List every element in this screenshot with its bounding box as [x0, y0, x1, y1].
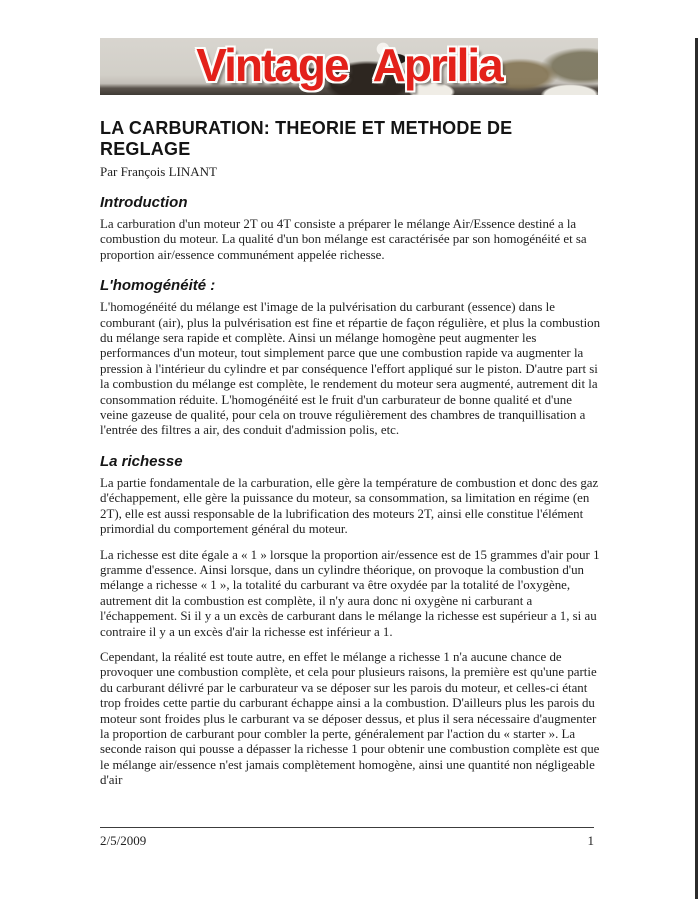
byline: Par François LINANT — [100, 164, 217, 179]
document-title-line1: LA CARBURATION: THEORIE ET METHODE DE — [100, 118, 513, 138]
paragraph-richesse-1: La partie fondamentale de la carburation, elle gère la température de combustion et donc des gaz d'échappement, elle gère la puissance du moteur, sa consommation, sa limitation en régime (en 2T), elle est aussi responsable de la lubrification des moteurs 2T, ainsi elle constitue l'élément primordial du comportement général du moteur. — [100, 475, 599, 537]
section-heading-richesse: La richesse — [100, 452, 183, 470]
footer-date: 2/5/2009 — [100, 832, 147, 848]
document-title-line2: REGLAGE — [100, 139, 191, 159]
document-title — [100, 118, 605, 160]
document-page — [0, 38, 700, 849]
page-right-edge-line — [695, 38, 698, 899]
paragraph-introduction: La carburation d'un moteur 2T ou 4T consiste a préparer le mélange Air/Essence destiné a la combustion du moteur. La qualité d'un bon mélange est caractérisée par son homogénéité et sa proportion air/essence communément appelée richesse. — [100, 217, 587, 262]
paragraph-homogeneite: L'homogénéité du mélange est l'image de la pulvérisation du carburant (essence) dans le comburant (air), plus la pulvérisation est fine et répartie de façon régulière, et plus la combustion du mélange sera rapide et complète. Ainsi un mélange homogène peut augmenter les performances d'un moteur, tout simplement parce que une combustion rapide va augmenter la pression à l'intérieur du cylindre et par conséquence l'effort appliqué sur le piston. D'autre part si la combustion du mélange est complète, le rendement du moteur sera augmenté, autrement dit la consommation réduite. L'homogénéité est le fruit d'un carburateur de bonne qualité et d'une veine gazeuse de qualité, pour cela on trouve régulièrement des chambres de tranquillisation a l'entrée des filtres a air, des conduit d'admission polis, etc. — [100, 300, 601, 438]
footer-page-number: 1 — [587, 832, 594, 848]
page-footer — [100, 827, 594, 849]
site-banner — [100, 38, 598, 95]
banner-logo-text: Vintage Aprilia — [196, 39, 502, 91]
paragraph-richesse-3: Cependant, la réalité est toute autre, en effet le mélange a richesse 1 n'a aucune chance de provoquer une combustion complète, et cela pour plusieurs raisons, la première est qu'une partie du carburant délivré par le carburateur va se déposer sur les parois du moteur, et celles-ci étant trop froides cette partie du carburant échappe ainsi a la combustion. D'ailleurs plus les parois du moteur sont froides plus le carburant va se déposer dessus, et plus il sera nécessaire d'augmenter la proportion de carburant pour combler la perte, généralement par l'action du « starter ». La seconde raison qui pousse a dépasser la richesse 1 pour obtenir une combustion complète est que le mélange air/essence n'est jamais complètement homogène, ainsi une quantité non négligeable d'air — [100, 649, 600, 788]
paragraph-richesse-2: La richesse est dite égale a « 1 » lorsque la proportion air/essence est de 15 grammes d'air pour 1 gramme d'essence. Ainsi lorsque, dans un cylindre théorique, on provoque la combustion d'un mélange a richesse « 1 », la totalité du carburant va être oxydée par la totalité de l'oxygène, autrement dit la combustion est complète, il n'y aura donc ni oxygène ni carburant a l'échappement. Si il y a un excès de carburant dans le mélange la richesse est supérieur a 1, si au contraire il y a un excès d'air la richesse est inférieur a 1. — [100, 547, 600, 639]
section-heading-homogeneite: L'homogénéité : — [100, 277, 216, 295]
section-heading-introduction: Introduction — [100, 194, 188, 211]
